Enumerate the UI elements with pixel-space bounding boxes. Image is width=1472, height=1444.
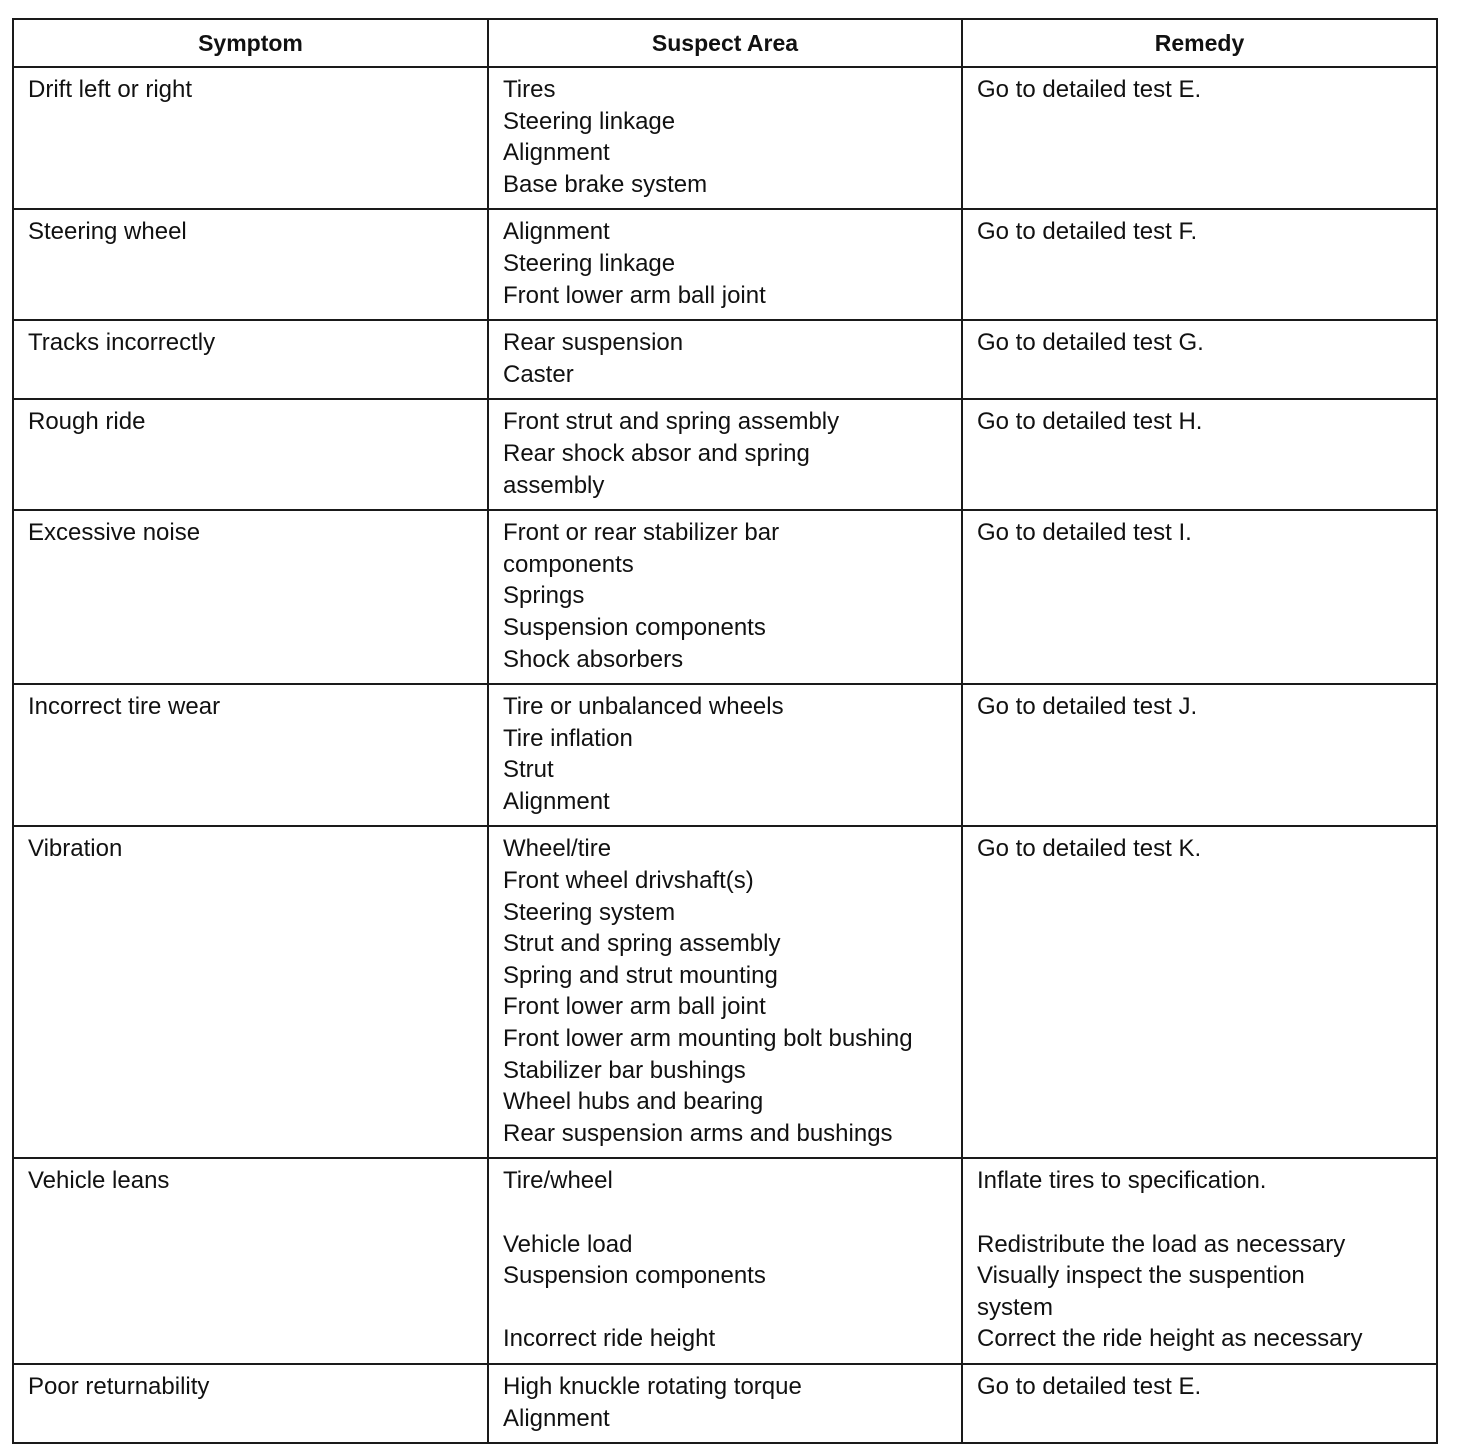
suspect-area-line: Rear suspension bbox=[503, 329, 684, 357]
suspect-area-line: assembly bbox=[503, 471, 605, 499]
suspect-area-line: Tires bbox=[503, 76, 556, 103]
table-row bbox=[13, 320, 1437, 399]
suspect-area-line: Tire inflation bbox=[503, 724, 633, 752]
remedy-cell bbox=[962, 1364, 1437, 1443]
remedy-cell bbox=[962, 320, 1437, 399]
remedy-cell bbox=[962, 510, 1437, 684]
suspect-area-line: Base brake system bbox=[503, 170, 708, 198]
header-remedy: Remedy bbox=[962, 19, 1437, 67]
suspect-area-line: Rear shock absor and spring bbox=[503, 439, 810, 467]
suspect-area-cell bbox=[488, 320, 962, 399]
remedy-line bbox=[977, 1197, 1424, 1229]
symptom-text: Drift left or right bbox=[28, 76, 193, 103]
remedy-line: Go to detailed test G. bbox=[977, 329, 1204, 357]
diagnosis-table bbox=[12, 18, 1438, 1444]
suspect-area-line: Wheel hubs and bearing bbox=[503, 1088, 764, 1116]
remedy-cell bbox=[962, 684, 1437, 826]
suspect-area-line: Front lower arm ball joint bbox=[503, 993, 766, 1021]
symptom-text: Vehicle leans bbox=[28, 1167, 170, 1195]
header-symptom: Symptom bbox=[13, 19, 488, 67]
suspect-area-line: Front lower arm mounting bolt bushing bbox=[503, 1025, 913, 1053]
remedy-line: Correct the ride height as necessary bbox=[977, 1325, 1363, 1353]
table-row bbox=[13, 67, 1437, 209]
suspect-area-line: Stabilizer bar bushings bbox=[503, 1056, 746, 1084]
suspect-area-line: Front lower arm ball joint bbox=[503, 281, 766, 309]
remedy-line: Go to detailed test E. bbox=[977, 1372, 1202, 1400]
suspect-area-line: Tire or unbalanced wheels bbox=[503, 693, 784, 721]
suspect-area-line: Strut bbox=[503, 756, 554, 784]
remedy-line: system bbox=[977, 1293, 1054, 1321]
suspect-area-line bbox=[503, 1292, 949, 1324]
symptom-cell bbox=[13, 1364, 488, 1443]
remedy-line: Go to detailed test E. bbox=[977, 76, 1202, 103]
table-row bbox=[13, 399, 1437, 510]
table-row bbox=[13, 209, 1437, 320]
header-suspect-area: Suspect Area bbox=[488, 19, 962, 67]
suspect-area-line: components bbox=[503, 550, 634, 578]
suspect-area-line: Suspension components bbox=[503, 1262, 766, 1290]
remedy-line: Go to detailed test H. bbox=[977, 408, 1203, 436]
remedy-line: Redistribute the load as necessary bbox=[977, 1230, 1346, 1258]
suspect-area-cell bbox=[488, 1158, 962, 1364]
remedy-cell bbox=[962, 399, 1437, 510]
suspect-area-line: Springs bbox=[503, 582, 585, 610]
suspect-area-line: Alignment bbox=[503, 1404, 610, 1432]
suspect-area-line bbox=[503, 1197, 949, 1229]
symptom-cell bbox=[13, 399, 488, 510]
suspect-area-cell bbox=[488, 67, 962, 209]
symptom-text: Incorrect tire wear bbox=[28, 693, 221, 721]
suspect-area-line: Front or rear stabilizer bar bbox=[503, 519, 780, 547]
remedy-line: Inflate tires to specification. bbox=[977, 1167, 1267, 1195]
symptom-cell bbox=[13, 826, 488, 1158]
symptom-cell bbox=[13, 684, 488, 826]
suspect-area-line: High knuckle rotating torque bbox=[503, 1372, 802, 1400]
suspect-area-line: Strut and spring assembly bbox=[503, 930, 781, 958]
symptom-cell bbox=[13, 67, 488, 209]
suspect-area-cell bbox=[488, 1364, 962, 1443]
remedy-cell bbox=[962, 826, 1437, 1158]
symptom-cell bbox=[13, 510, 488, 684]
suspect-area-cell bbox=[488, 399, 962, 510]
suspect-area-cell bbox=[488, 510, 962, 684]
table-row bbox=[13, 1158, 1437, 1364]
remedy-line: Go to detailed test K. bbox=[977, 835, 1202, 863]
header-row bbox=[13, 19, 1437, 67]
suspect-area-cell bbox=[488, 684, 962, 826]
symptom-text: Excessive noise bbox=[28, 519, 201, 547]
table-row bbox=[13, 684, 1437, 826]
suspect-area-line: Alignment bbox=[503, 787, 610, 815]
table-row bbox=[13, 510, 1437, 684]
symptom-text: Vibration bbox=[28, 835, 123, 863]
suspect-area-line: Incorrect ride height bbox=[503, 1325, 716, 1353]
symptom-cell bbox=[13, 1158, 488, 1364]
suspect-area-line: Rear suspension arms and bushings bbox=[503, 1119, 893, 1147]
symptom-text: Tracks incorrectly bbox=[28, 329, 216, 357]
suspect-area-line: Steering linkage bbox=[503, 249, 676, 277]
suspect-area-line: Steering linkage bbox=[503, 107, 676, 135]
suspect-area-line: Tire/wheel bbox=[503, 1167, 613, 1195]
suspect-area-line: Suspension components bbox=[503, 613, 766, 641]
symptom-text: Poor returnability bbox=[28, 1372, 210, 1400]
table-row bbox=[13, 826, 1437, 1158]
suspect-area-line: Steering system bbox=[503, 898, 676, 926]
symptom-cell bbox=[13, 209, 488, 320]
symptom-text: Steering wheel bbox=[28, 218, 187, 246]
suspect-area-cell bbox=[488, 209, 962, 320]
suspect-area-line: Alignment bbox=[503, 218, 610, 246]
suspect-area-line: Wheel/tire bbox=[503, 835, 612, 863]
suspect-area-line: Caster bbox=[503, 360, 574, 388]
remedy-line: Go to detailed test F. bbox=[977, 218, 1198, 246]
suspect-area-cell bbox=[488, 826, 962, 1158]
remedy-cell bbox=[962, 1158, 1437, 1364]
suspect-area-line: Alignment bbox=[503, 139, 610, 167]
table-row bbox=[13, 1364, 1437, 1443]
remedy-cell bbox=[962, 209, 1437, 320]
suspect-area-line: Front strut and spring assembly bbox=[503, 408, 840, 436]
suspect-area-line: Front wheel drivshaft(s) bbox=[503, 867, 754, 895]
symptom-text: Rough ride bbox=[28, 408, 146, 436]
remedy-cell bbox=[962, 67, 1437, 209]
remedy-line: Visually inspect the suspention bbox=[977, 1262, 1305, 1290]
suspect-area-line: Spring and strut mounting bbox=[503, 961, 778, 989]
symptom-cell bbox=[13, 320, 488, 399]
suspect-area-line: Vehicle load bbox=[503, 1230, 633, 1258]
suspect-area-line: Shock absorbers bbox=[503, 645, 684, 673]
remedy-line: Go to detailed test J. bbox=[977, 693, 1198, 721]
remedy-line: Go to detailed test I. bbox=[977, 519, 1192, 547]
